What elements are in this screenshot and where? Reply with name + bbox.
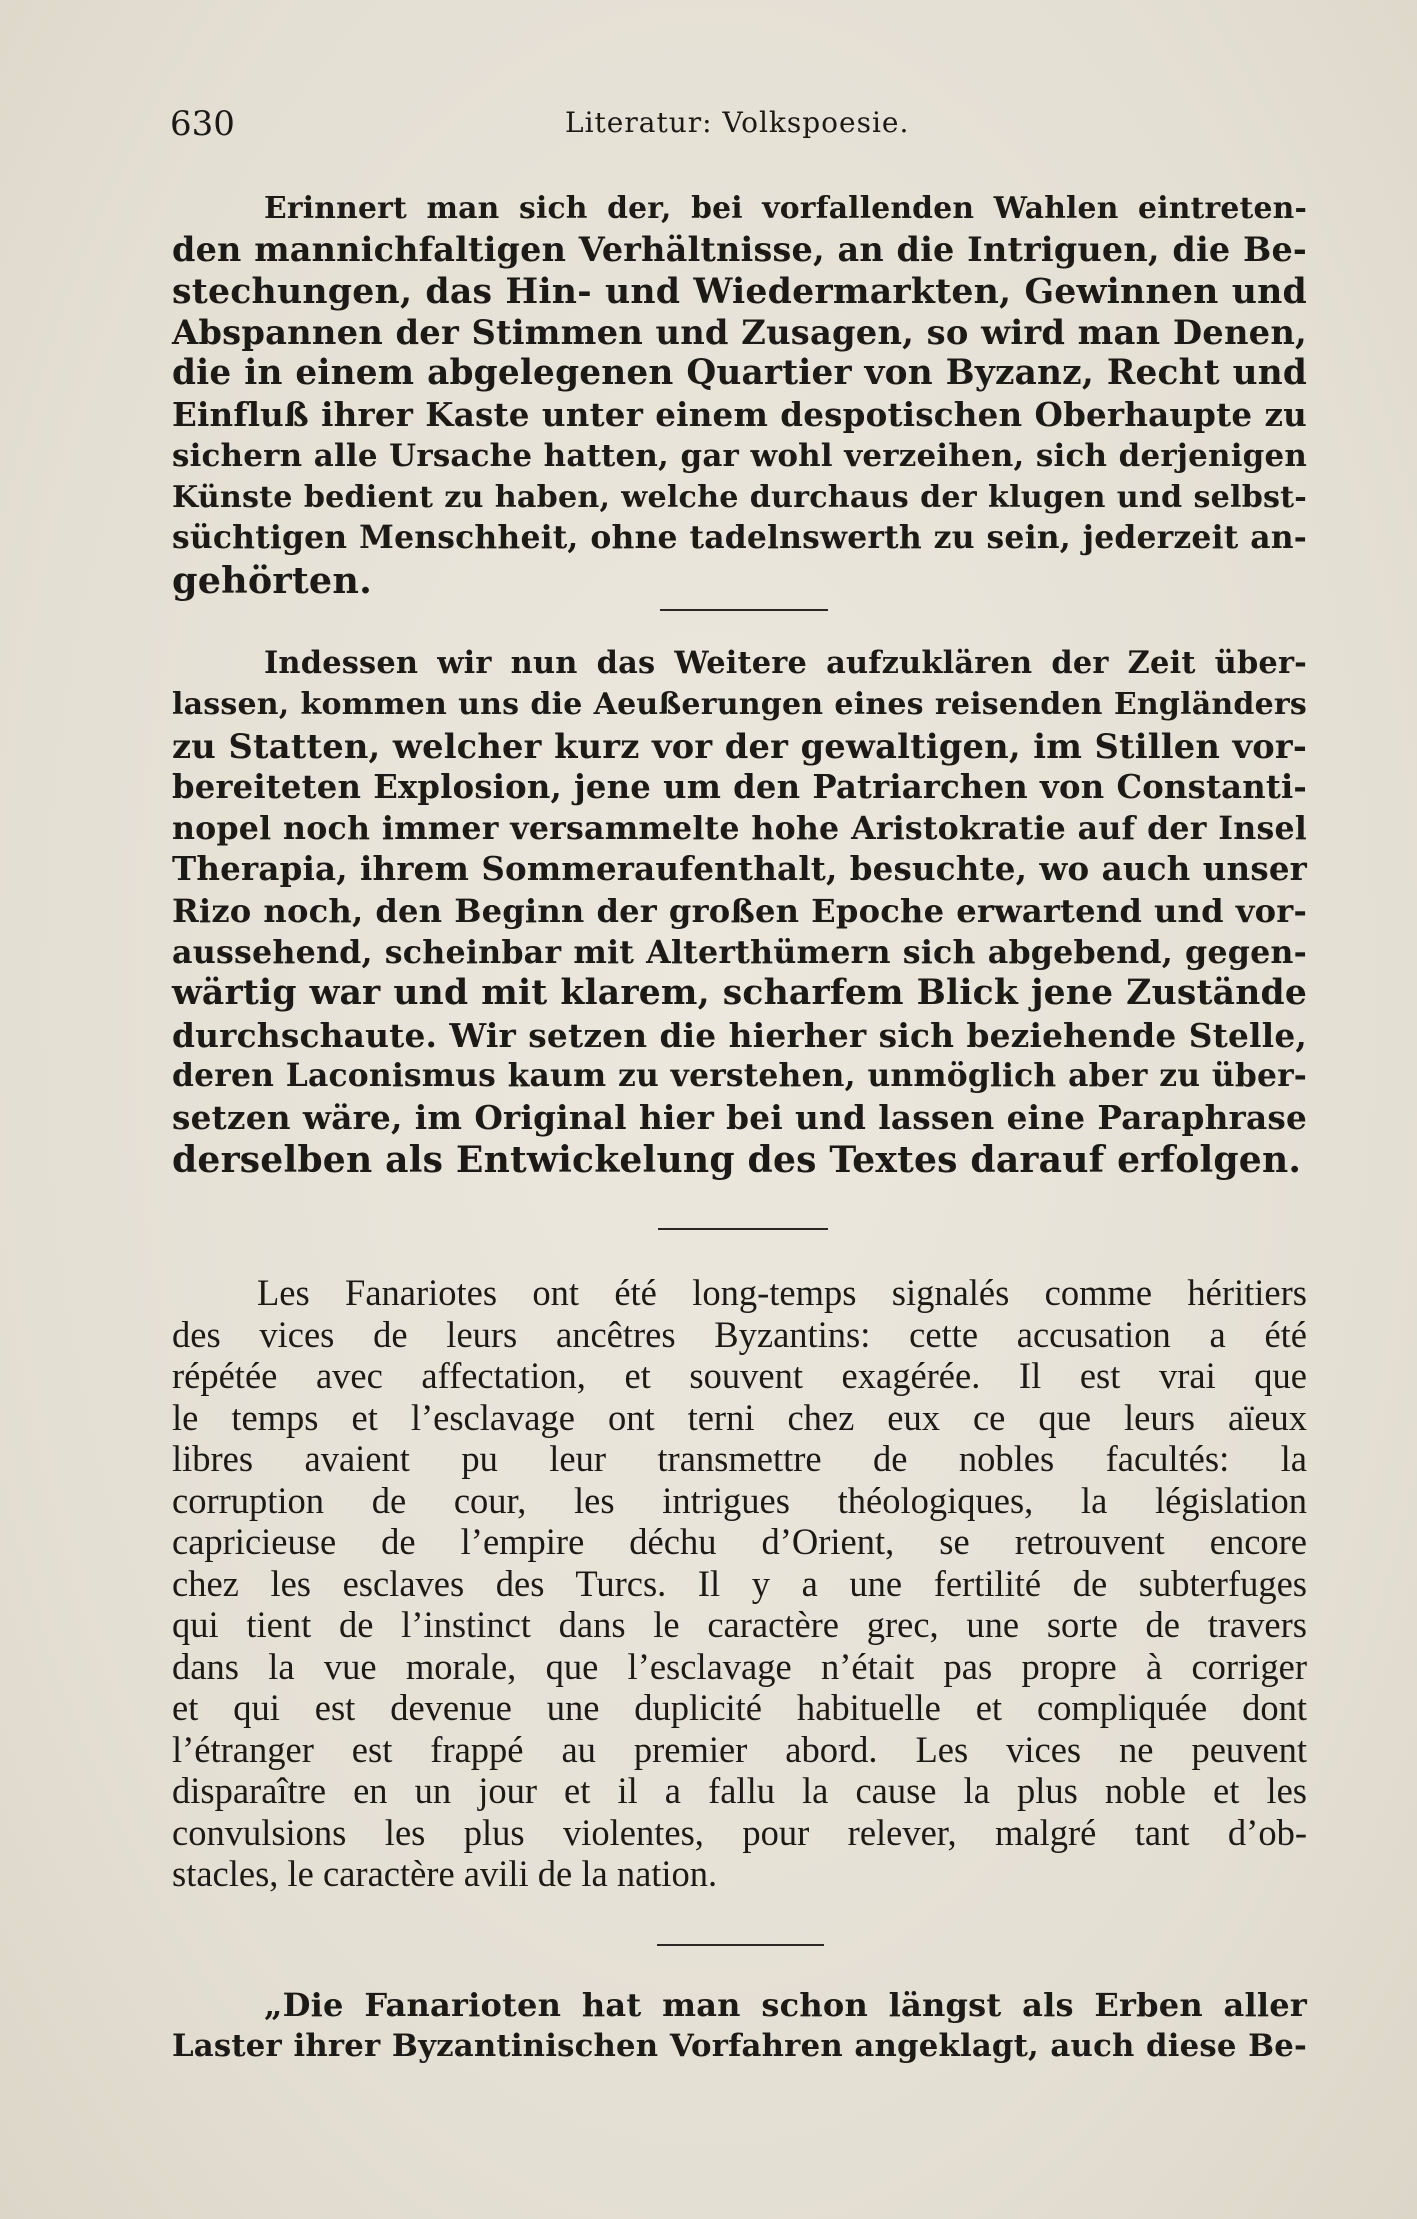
- section-divider: [660, 609, 828, 611]
- section-divider: [658, 1228, 828, 1230]
- text-line: Einfluß ihrer Kaste unter einem despotischen Oberhaupte zu: [172, 395, 1307, 435]
- text-line: bereiteten Explosion, jene um den Patriarchen von Constanti-: [172, 767, 1307, 806]
- text-line: durchschaute. Wir setzen die hierher sich beziehende Stelle,: [172, 1015, 1307, 1055]
- text-line: nopel noch immer versammelte hohe Aristokratie auf der Insel: [172, 810, 1307, 848]
- text-line: des vices de leurs ancêtres Byzantins: cette accusation a été: [172, 1313, 1307, 1355]
- french-quotation: [172, 1272, 1307, 1895]
- paragraph-2: [172, 643, 1307, 1180]
- page-number: 630: [170, 104, 235, 144]
- text-line: et qui est devenue une duplicité habituelle et compliquée dont: [172, 1687, 1307, 1728]
- running-head: Literatur: Volkspoesie.: [565, 106, 910, 139]
- text-line: aussehend, scheinbar mit Alterthümern sich abgebend, gegen-: [172, 934, 1307, 972]
- text-line: répétée avec affectation, et souvent exagérée. Il est vrai que: [172, 1355, 1307, 1396]
- text-line: Künste bedient zu haben, welche durchaus der klugen und selbst-: [172, 480, 1307, 516]
- text-line: setzen wäre, im Original hier bei und lassen eine Paraphrase: [172, 1098, 1307, 1138]
- text-line: lassen, kommen uns die Aeußerungen eines reisenden Engländers: [172, 687, 1307, 723]
- text-line: die in einem abgelegenen Quartier von Byzanz, Recht und: [172, 353, 1307, 394]
- text-line: wärtig war und mit klarem, scharfem Blick jene Zustände: [172, 973, 1307, 1014]
- text-line: deren Laconismus kaum zu verstehen, unmöglich aber zu über-: [172, 1057, 1307, 1094]
- text-line: chez les esclaves des Turcs. Il y a une fertilité de subterfuges: [172, 1562, 1307, 1604]
- text-line: süchtigen Menschheit, ohne tadelnswerth zu sein, jederzeit an-: [172, 520, 1307, 557]
- text-line: Erinnert man sich der, bei vorfallenden Wahlen eintreten-: [264, 191, 1307, 226]
- text-line: sichern alle Ursache hatten, gar wohl verzeihen, sich derjenigen: [172, 437, 1307, 474]
- text-line: „Die Fanarioten hat man schon längst als Erben aller: [264, 1986, 1307, 2024]
- text-line: Laster ihrer Byzantinischen Vorfahren angeklagt, auch diese Be-: [172, 2028, 1307, 2065]
- text-line: l’étranger est frappé au premier abord. Les vices ne peuvent: [172, 1728, 1307, 1770]
- text-line: zu Statten, welcher kurz vor der gewaltigen, im Stillen vor-: [172, 725, 1307, 766]
- text-line: corruption de cour, les intrigues théologiques, la législation: [172, 1479, 1307, 1521]
- text-line: gehörten.: [172, 558, 372, 602]
- text-line: Abspannen der Stimmen und Zusagen, so wird man Denen,: [172, 311, 1307, 352]
- paragraph-4: [172, 1985, 1307, 2068]
- text-line: le temps et l’esclavage ont terni chez eux ce que leurs aïeux: [172, 1396, 1307, 1438]
- text-line: den mannichfaltigen Verhältnisse, an die Intriguen, die Be-: [172, 230, 1307, 270]
- text-line: stechungen, das Hin- und Wiedermarkten, Gewinnen und: [172, 270, 1307, 312]
- page-header: [170, 104, 1310, 144]
- text-line: libres avaient pu leur transmettre de nobles facultés: la: [172, 1438, 1307, 1479]
- text-line: Therapia, ihrem Sommeraufenthalt, besuchte, wo auch unser: [172, 850, 1307, 889]
- text-line: Les Fanariotes ont été long-temps signalés comme héritiers: [257, 1272, 1307, 1313]
- text-line: capricieuse de l’empire déchu d’Orient, se retrouvent encore: [172, 1521, 1307, 1562]
- text-line: disparaître en un jour et il a fallu la cause la plus noble et les: [172, 1770, 1307, 1811]
- text-line: derselben als Entwickelung des Textes darauf erfolgen.: [172, 1137, 1302, 1181]
- text-line: dans la vue morale, que l’esclavage n’était pas propre à corriger: [172, 1645, 1307, 1687]
- text-line: qui tient de l’instinct dans le caractère grec, une sorte de travers: [172, 1604, 1307, 1645]
- section-divider: [657, 1944, 824, 1946]
- paragraph-1: [172, 188, 1307, 601]
- text-line: Indessen wir nun das Weitere aufzuklären der Zeit über-: [264, 645, 1307, 681]
- text-line: convulsions les plus violentes, pour relever, malgré tant d’ob-: [172, 1811, 1307, 1853]
- text-line: Rizo noch, den Beginn der großen Epoche erwartend und vor-: [172, 891, 1307, 930]
- text-line: stacles, le caractère avili de la nation.: [172, 1853, 718, 1894]
